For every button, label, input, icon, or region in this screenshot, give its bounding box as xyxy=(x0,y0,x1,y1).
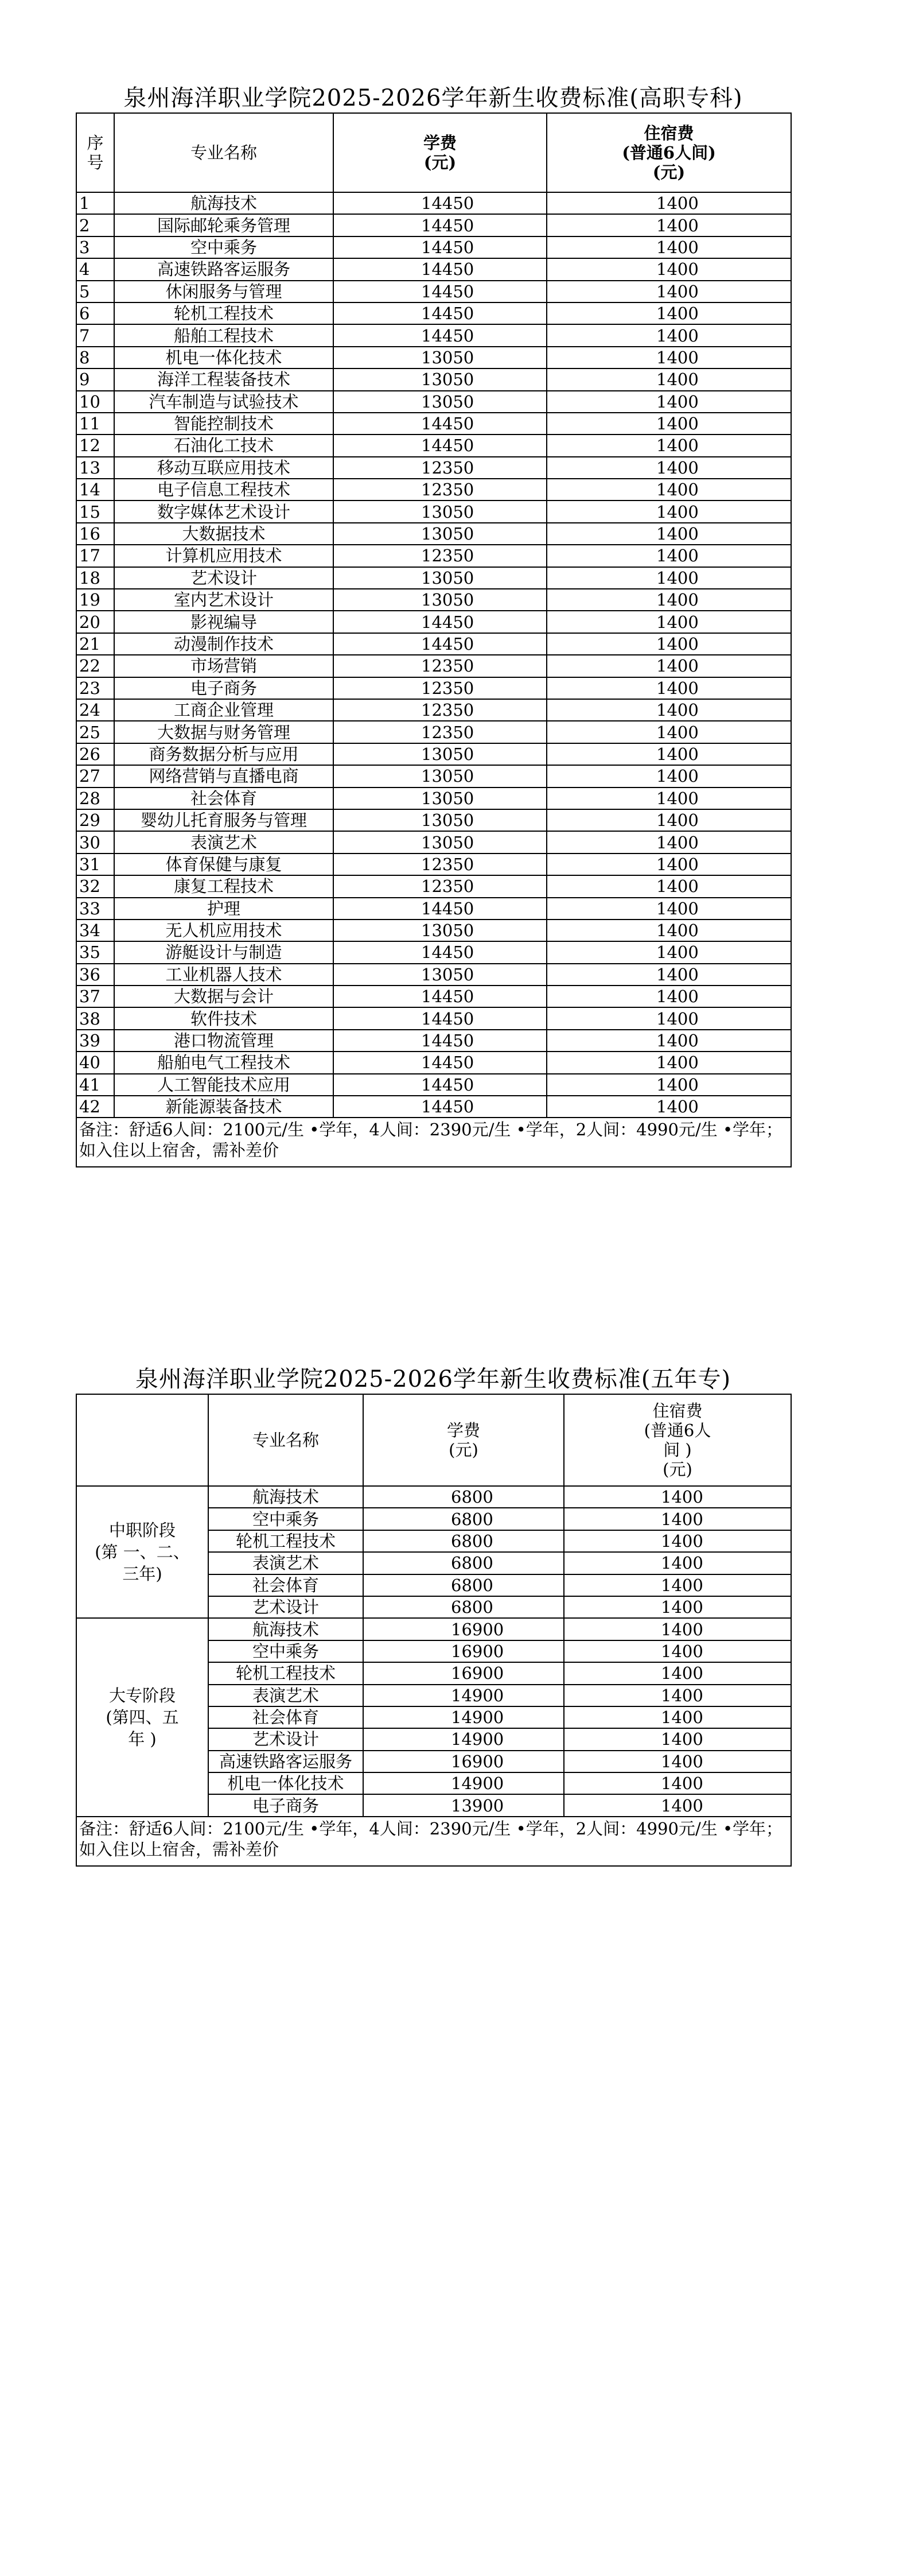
table-row xyxy=(76,347,791,368)
major-name: 航海技术 xyxy=(114,192,333,214)
dorm-fee-value: 1400 xyxy=(547,523,791,545)
tuition-value: 12350 xyxy=(333,721,547,743)
dorm-fee-value: 1400 xyxy=(547,368,791,390)
major-name: 商务数据分析与应用 xyxy=(114,743,333,765)
major-name: 汽车制造与试验技术 xyxy=(114,391,333,413)
table-body xyxy=(76,1486,791,1817)
dorm-fee-value: 1400 xyxy=(564,1596,791,1618)
tuition-value: 14450 xyxy=(333,611,547,633)
major-name: 机电一体化技术 xyxy=(208,1772,363,1794)
tuition-value: 13050 xyxy=(333,347,547,368)
table-row xyxy=(76,920,791,941)
table-row xyxy=(76,721,791,743)
major-name: 游艇设计与制造 xyxy=(114,941,333,963)
row-index: 9 xyxy=(76,368,114,390)
dorm-fee-value: 1400 xyxy=(547,1096,791,1118)
table-row xyxy=(76,941,791,963)
table-row xyxy=(76,633,791,655)
dorm-fee-value: 1400 xyxy=(547,743,791,765)
tuition-value: 13050 xyxy=(333,809,547,831)
major-name: 软件技术 xyxy=(114,1007,333,1029)
major-name: 康复工程技术 xyxy=(114,875,333,897)
row-index: 36 xyxy=(76,964,114,986)
major-name: 国际邮轮乘务管理 xyxy=(114,214,333,236)
table-row xyxy=(76,677,791,699)
tuition-value: 12350 xyxy=(333,677,547,699)
table-row xyxy=(76,258,791,280)
row-index: 29 xyxy=(76,809,114,831)
row-index: 1 xyxy=(76,192,114,214)
row-index: 16 xyxy=(76,523,114,545)
row-index: 20 xyxy=(76,611,114,633)
dorm-fee-value: 1400 xyxy=(564,1552,791,1574)
major-name: 室内艺术设计 xyxy=(114,589,333,611)
dorm-fee-value: 1400 xyxy=(547,699,791,721)
tuition-value: 6800 xyxy=(363,1552,564,1574)
major-name: 表演艺术 xyxy=(114,831,333,853)
dorm-fee-value: 1400 xyxy=(547,479,791,501)
table-row xyxy=(76,809,791,831)
major-name: 轮机工程技术 xyxy=(208,1530,363,1552)
major-name: 大数据技术 xyxy=(114,523,333,545)
tuition-value: 12350 xyxy=(333,655,547,677)
row-index: 6 xyxy=(76,302,114,324)
dorm-fee-value: 1400 xyxy=(547,655,791,677)
tuition-value: 13900 xyxy=(363,1794,564,1816)
tuition-value: 12350 xyxy=(333,699,547,721)
row-index: 26 xyxy=(76,743,114,765)
tuition-value: 14450 xyxy=(333,258,547,280)
tuition-value: 13050 xyxy=(333,743,547,765)
tuition-value: 14900 xyxy=(363,1685,564,1706)
tuition-value: 13050 xyxy=(333,920,547,941)
major-name: 市场营销 xyxy=(114,655,333,677)
major-name: 船舶电气工程技术 xyxy=(114,1052,333,1073)
table-row xyxy=(76,501,791,522)
dorm-fee-value: 1400 xyxy=(564,1794,791,1816)
table-row xyxy=(76,457,791,479)
dorm-fee-value: 1400 xyxy=(547,633,791,655)
header-major: 专业名称 xyxy=(114,113,333,192)
dorm-fee-value: 1400 xyxy=(564,1640,791,1662)
dorm-fee-value: 1400 xyxy=(564,1706,791,1728)
major-name: 动漫制作技术 xyxy=(114,633,333,655)
table-row xyxy=(76,1096,791,1118)
table-note: 备注：舒适6人间：2100元/生 •学年，4人间：2390元/生 •学年，2人间：4990元/生 •学年；如入住以上宿舍，需补差价 xyxy=(76,1817,791,1866)
tuition-value: 13050 xyxy=(333,501,547,522)
row-index: 32 xyxy=(76,875,114,897)
dorm-fee-value: 1400 xyxy=(547,347,791,368)
tuition-value: 14450 xyxy=(333,281,547,302)
table-row xyxy=(76,567,791,589)
major-name: 航海技术 xyxy=(208,1618,363,1640)
tuition-value: 14450 xyxy=(333,986,547,1007)
major-name: 空中乘务 xyxy=(208,1640,363,1662)
row-index: 22 xyxy=(76,655,114,677)
tuition-value: 13050 xyxy=(333,787,547,809)
row-index: 27 xyxy=(76,765,114,787)
dorm-fee-value: 1400 xyxy=(547,831,791,853)
tuition-value: 16900 xyxy=(363,1751,564,1772)
dorm-fee-value: 1400 xyxy=(547,854,791,875)
table-row xyxy=(76,964,791,986)
tuition-value: 14450 xyxy=(333,324,547,346)
row-index: 4 xyxy=(76,258,114,280)
major-name: 新能源装备技术 xyxy=(114,1096,333,1118)
row-index: 3 xyxy=(76,236,114,258)
tuition-value: 14900 xyxy=(363,1706,564,1728)
tuition-value: 6800 xyxy=(363,1596,564,1618)
major-name: 石油化工技术 xyxy=(114,434,333,456)
major-name: 工业机器人技术 xyxy=(114,964,333,986)
table-row xyxy=(76,1486,791,1508)
table-row xyxy=(76,214,791,236)
row-index: 23 xyxy=(76,677,114,699)
header-stage xyxy=(76,1394,208,1486)
table-row xyxy=(76,281,791,302)
tuition-value: 13050 xyxy=(333,391,547,413)
row-index: 37 xyxy=(76,986,114,1007)
table-row xyxy=(76,391,791,413)
table-row xyxy=(76,611,791,633)
table-note: 备注：舒适6人间：2100元/生 •学年，4人间：2390元/生 •学年，2人间：4990元/生 •学年；如入住以上宿舍，需补差价 xyxy=(76,1118,791,1167)
dorm-fee-value: 1400 xyxy=(547,457,791,479)
table-row xyxy=(76,1618,791,1640)
stage-label: 中职阶段 (第 一、二、 三年) xyxy=(76,1486,208,1618)
dorm-fee-value: 1400 xyxy=(564,1751,791,1772)
dorm-fee-value: 1400 xyxy=(547,809,791,831)
major-name: 无人机应用技术 xyxy=(114,920,333,941)
table-row xyxy=(76,523,791,545)
dorm-fee-value: 1400 xyxy=(547,324,791,346)
row-index: 14 xyxy=(76,479,114,501)
row-index: 5 xyxy=(76,281,114,302)
page-title-higher-vocational: 泉州海洋职业学院2025-2026学年新生收费标准(高职专科) xyxy=(123,85,743,111)
tuition-value: 12350 xyxy=(333,545,547,567)
table-row xyxy=(76,1074,791,1096)
major-name: 社会体育 xyxy=(114,787,333,809)
major-name: 社会体育 xyxy=(208,1706,363,1728)
table-row xyxy=(76,1007,791,1029)
dorm-fee-value: 1400 xyxy=(547,964,791,986)
table-row xyxy=(76,302,791,324)
table-row xyxy=(76,192,791,214)
row-index: 8 xyxy=(76,347,114,368)
major-name: 表演艺术 xyxy=(208,1552,363,1574)
tuition-value: 16900 xyxy=(363,1640,564,1662)
tuition-value: 16900 xyxy=(363,1618,564,1640)
major-name: 电子商务 xyxy=(208,1794,363,1816)
major-name: 航海技术 xyxy=(208,1486,363,1508)
dorm-fee-value: 1400 xyxy=(547,413,791,434)
tuition-value: 6800 xyxy=(363,1486,564,1508)
row-index: 30 xyxy=(76,831,114,853)
fee-table-five-year xyxy=(76,1394,792,1867)
dorm-fee-value: 1400 xyxy=(547,1074,791,1096)
major-name: 空中乘务 xyxy=(208,1508,363,1530)
tuition-value: 14450 xyxy=(333,413,547,434)
dorm-fee-value: 1400 xyxy=(564,1662,791,1684)
row-index: 28 xyxy=(76,787,114,809)
table-row xyxy=(76,986,791,1007)
dorm-fee-value: 1400 xyxy=(564,1728,791,1750)
major-name: 机电一体化技术 xyxy=(114,347,333,368)
table-row xyxy=(76,787,791,809)
dorm-fee-value: 1400 xyxy=(547,434,791,456)
tuition-value: 14450 xyxy=(333,1074,547,1096)
dorm-fee-value: 1400 xyxy=(547,677,791,699)
row-index: 15 xyxy=(76,501,114,522)
table-row xyxy=(76,413,791,434)
row-index: 38 xyxy=(76,1007,114,1029)
row-index: 34 xyxy=(76,920,114,941)
table-row xyxy=(76,765,791,787)
dorm-fee-value: 1400 xyxy=(547,1052,791,1073)
tuition-value: 12350 xyxy=(333,854,547,875)
dorm-fee-value: 1400 xyxy=(547,281,791,302)
dorm-fee-value: 1400 xyxy=(547,941,791,963)
tuition-value: 13050 xyxy=(333,964,547,986)
header-index: 序 号 xyxy=(76,113,114,192)
tuition-value: 14900 xyxy=(363,1772,564,1794)
tuition-value: 14450 xyxy=(333,214,547,236)
major-name: 智能控制技术 xyxy=(114,413,333,434)
row-index: 31 xyxy=(76,854,114,875)
major-name: 电子商务 xyxy=(114,677,333,699)
dorm-fee-value: 1400 xyxy=(547,391,791,413)
dorm-fee-value: 1400 xyxy=(547,611,791,633)
dorm-fee-value: 1400 xyxy=(547,545,791,567)
dorm-fee-value: 1400 xyxy=(547,1007,791,1029)
dorm-fee-value: 1400 xyxy=(547,787,791,809)
major-name: 护理 xyxy=(114,898,333,920)
row-index: 7 xyxy=(76,324,114,346)
tuition-value: 6800 xyxy=(363,1530,564,1552)
tuition-value: 14900 xyxy=(363,1728,564,1750)
row-index: 10 xyxy=(76,391,114,413)
row-index: 18 xyxy=(76,567,114,589)
tuition-value: 6800 xyxy=(363,1574,564,1596)
dorm-fee-value: 1400 xyxy=(547,875,791,897)
row-index: 2 xyxy=(76,214,114,236)
tuition-value: 14450 xyxy=(333,941,547,963)
row-index: 24 xyxy=(76,699,114,721)
tuition-value: 14450 xyxy=(333,302,547,324)
tuition-value: 14450 xyxy=(333,236,547,258)
fee-table-higher-vocational xyxy=(76,112,792,1167)
tuition-value: 13050 xyxy=(333,831,547,853)
major-name: 高速铁路客运服务 xyxy=(208,1751,363,1772)
major-name: 休闲服务与管理 xyxy=(114,281,333,302)
row-index: 25 xyxy=(76,721,114,743)
tuition-value: 14450 xyxy=(333,434,547,456)
dorm-fee-value: 1400 xyxy=(564,1508,791,1530)
dorm-fee-value: 1400 xyxy=(547,567,791,589)
major-name: 大数据与财务管理 xyxy=(114,721,333,743)
major-name: 轮机工程技术 xyxy=(208,1662,363,1684)
stage-label: 大专阶段 (第四、五 年 ) xyxy=(76,1618,208,1817)
table-body xyxy=(76,192,791,1118)
dorm-fee-value: 1400 xyxy=(547,302,791,324)
major-name: 海洋工程装备技术 xyxy=(114,368,333,390)
tuition-value: 12350 xyxy=(333,479,547,501)
tuition-value: 13050 xyxy=(333,368,547,390)
major-name: 电子信息工程技术 xyxy=(114,479,333,501)
dorm-fee-value: 1400 xyxy=(564,1685,791,1706)
dorm-fee-value: 1400 xyxy=(547,192,791,214)
dorm-fee-value: 1400 xyxy=(547,501,791,522)
row-index: 21 xyxy=(76,633,114,655)
header-tuition: 学费 (元) xyxy=(333,113,547,192)
row-index: 41 xyxy=(76,1074,114,1096)
major-name: 艺术设计 xyxy=(208,1596,363,1618)
tuition-value: 14450 xyxy=(333,1052,547,1073)
tuition-value: 14450 xyxy=(333,1007,547,1029)
table-row xyxy=(76,743,791,765)
major-name: 港口物流管理 xyxy=(114,1030,333,1052)
table-row xyxy=(76,589,791,611)
dorm-fee-value: 1400 xyxy=(547,721,791,743)
header-tuition: 学费 (元) xyxy=(363,1394,564,1486)
major-name: 空中乘务 xyxy=(114,236,333,258)
tuition-value: 13050 xyxy=(333,567,547,589)
tuition-value: 12350 xyxy=(333,875,547,897)
dorm-fee-value: 1400 xyxy=(547,589,791,611)
table-row xyxy=(76,875,791,897)
tuition-value: 14450 xyxy=(333,898,547,920)
row-index: 39 xyxy=(76,1030,114,1052)
tuition-value: 12350 xyxy=(333,457,547,479)
tuition-value: 6800 xyxy=(363,1508,564,1530)
major-name: 社会体育 xyxy=(208,1574,363,1596)
tuition-value: 13050 xyxy=(333,523,547,545)
table-row xyxy=(76,368,791,390)
table-row xyxy=(76,831,791,853)
major-name: 婴幼儿托育服务与管理 xyxy=(114,809,333,831)
row-index: 33 xyxy=(76,898,114,920)
tuition-value: 14450 xyxy=(333,1096,547,1118)
table-row xyxy=(76,324,791,346)
table-row xyxy=(76,236,791,258)
dorm-fee-value: 1400 xyxy=(564,1574,791,1596)
tuition-value: 14450 xyxy=(333,1030,547,1052)
major-name: 高速铁路客运服务 xyxy=(114,258,333,280)
table-row xyxy=(76,434,791,456)
table-row xyxy=(76,479,791,501)
major-name: 轮机工程技术 xyxy=(114,302,333,324)
table-row xyxy=(76,545,791,567)
dorm-fee-value: 1400 xyxy=(547,258,791,280)
row-index: 40 xyxy=(76,1052,114,1073)
dorm-fee-value: 1400 xyxy=(564,1530,791,1552)
dorm-fee-value: 1400 xyxy=(564,1618,791,1640)
row-index: 11 xyxy=(76,413,114,434)
header-major: 专业名称 xyxy=(208,1394,363,1486)
table-row xyxy=(76,1052,791,1073)
row-index: 12 xyxy=(76,434,114,456)
dorm-fee-value: 1400 xyxy=(547,920,791,941)
tuition-value: 13050 xyxy=(333,765,547,787)
row-index: 35 xyxy=(76,941,114,963)
dorm-fee-value: 1400 xyxy=(564,1772,791,1794)
major-name: 表演艺术 xyxy=(208,1685,363,1706)
dorm-fee-value: 1400 xyxy=(564,1486,791,1508)
major-name: 体育保健与康复 xyxy=(114,854,333,875)
tuition-value: 14450 xyxy=(333,633,547,655)
row-index: 19 xyxy=(76,589,114,611)
dorm-fee-value: 1400 xyxy=(547,214,791,236)
table-row xyxy=(76,699,791,721)
row-index: 17 xyxy=(76,545,114,567)
dorm-fee-value: 1400 xyxy=(547,1030,791,1052)
header-dorm: 住宿费 (普通6人 间 ) (元) xyxy=(564,1394,791,1486)
tuition-value: 14450 xyxy=(333,192,547,214)
major-name: 计算机应用技术 xyxy=(114,545,333,567)
major-name: 艺术设计 xyxy=(208,1728,363,1750)
dorm-fee-value: 1400 xyxy=(547,986,791,1007)
header-dorm: 住宿费 (普通6人间) (元) xyxy=(547,113,791,192)
dorm-fee-value: 1400 xyxy=(547,898,791,920)
dorm-fee-value: 1400 xyxy=(547,236,791,258)
major-name: 人工智能技术应用 xyxy=(114,1074,333,1096)
major-name: 艺术设计 xyxy=(114,567,333,589)
table-row xyxy=(76,655,791,677)
major-name: 移动互联应用技术 xyxy=(114,457,333,479)
table-row xyxy=(76,898,791,920)
major-name: 工商企业管理 xyxy=(114,699,333,721)
major-name: 数字媒体艺术设计 xyxy=(114,501,333,522)
dorm-fee-value: 1400 xyxy=(547,765,791,787)
major-name: 船舶工程技术 xyxy=(114,324,333,346)
major-name: 大数据与会计 xyxy=(114,986,333,1007)
row-index: 42 xyxy=(76,1096,114,1118)
tuition-value: 13050 xyxy=(333,589,547,611)
page-title-five-year: 泉州海洋职业学院2025-2026学年新生收费标准(五年专) xyxy=(135,1366,731,1392)
major-name: 影视编导 xyxy=(114,611,333,633)
table-row xyxy=(76,1030,791,1052)
tuition-value: 16900 xyxy=(363,1662,564,1684)
table-row xyxy=(76,854,791,875)
row-index: 13 xyxy=(76,457,114,479)
major-name: 网络营销与直播电商 xyxy=(114,765,333,787)
